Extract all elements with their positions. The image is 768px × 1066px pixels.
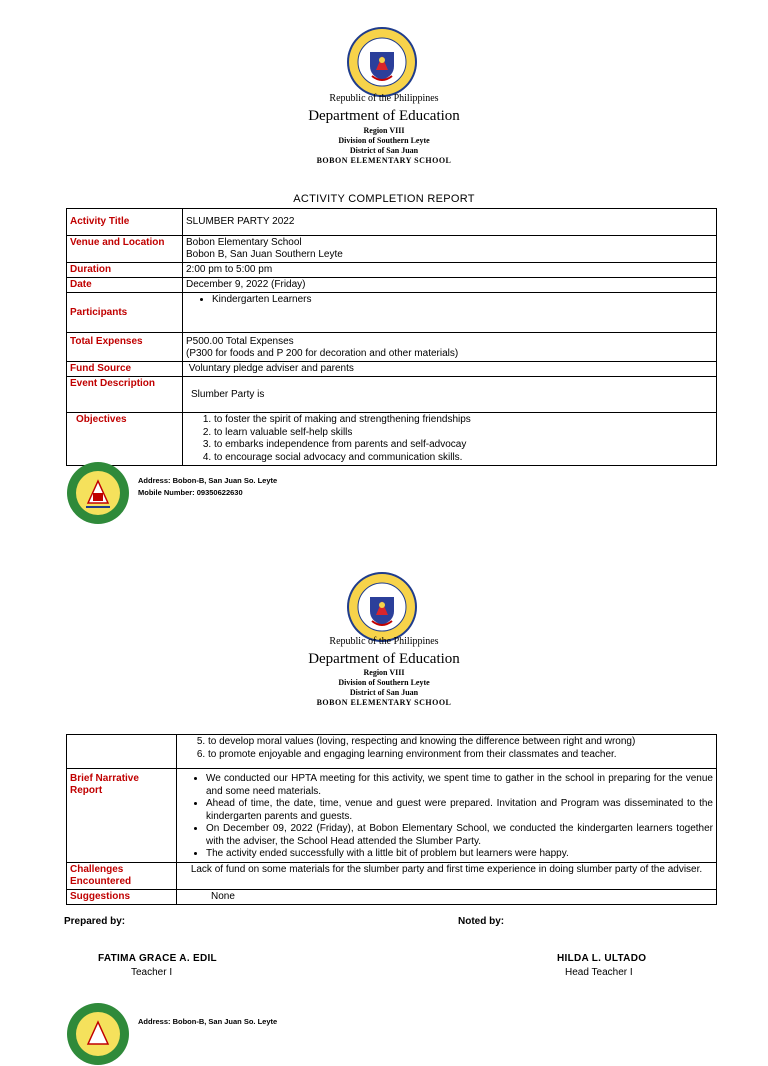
narrative-label: Brief Narrative Report <box>67 769 177 863</box>
report-table-page1 <box>66 208 717 466</box>
objectives-cont-label <box>67 735 177 769</box>
duration-label: Duration <box>67 263 183 278</box>
footer-address: Address: Bobon-B, San Juan So. Leyte <box>138 476 278 485</box>
suggestions-label: Suggestions <box>67 889 177 904</box>
region-text: Region VIII <box>363 668 405 677</box>
school-name: BOBON ELEMENTARY SCHOOL <box>316 156 452 165</box>
expenses-line1: P500.00 Total Expenses <box>186 336 294 347</box>
report-table-page2 <box>66 734 717 905</box>
objectives-value <box>183 413 717 466</box>
noter-name: HILDA L. ULTADO <box>557 953 647 964</box>
narrative-value <box>177 769 717 863</box>
republic-text: Republic of the Philippines <box>329 93 439 104</box>
venue-line2: Bobon B, San Juan Southern Leyte <box>186 249 343 260</box>
expenses-line2: (P300 for foods and P 200 for decoration and other materials) <box>186 348 459 359</box>
department-title: Department of Education <box>308 651 460 667</box>
prepared-by-label: Prepared by: <box>64 916 126 927</box>
narrative-item: • On December 09, 2022 (Friday), at Bobon Elementary School, we conducted the kindergarten learners together with the adviser, the School Head attended the Slumber Party. <box>206 823 713 848</box>
division-text: Division of Southern Leyte <box>338 678 430 687</box>
region-text: Region VIII <box>363 126 405 135</box>
preparer-name: FATIMA GRACE A. EDIL <box>98 953 217 964</box>
deped-seal-icon <box>346 571 418 643</box>
activity-title-value: SLUMBER PARTY 2022 <box>183 209 717 236</box>
suggestions-value: None <box>177 889 717 904</box>
challenges-label: Challenges Encountered <box>67 862 177 889</box>
participant-item: • Kindergarten Learners <box>212 294 713 307</box>
district-text: District of San Juan <box>349 688 419 697</box>
fund-source-label: Fund Source <box>67 362 183 377</box>
objective-item: 2. to learn valuable self-help skills <box>214 427 713 440</box>
footer-address-block <box>138 475 277 499</box>
narrative-item: • Ahead of time, the date, time, venue and guest were prepared. Invitation and Program was disseminated to the kindergarten parents and guests. <box>206 798 713 823</box>
school-logo-icon <box>66 461 130 525</box>
school-logo-icon <box>66 1002 130 1066</box>
footer-address-partial: Address: Bobon-B, San Juan So. Leyte <box>138 1017 278 1026</box>
narrative-item: • The activity ended successfully with a little bit of problem but learners were happy. <box>206 848 713 861</box>
date-value: December 9, 2022 (Friday) <box>183 278 717 293</box>
noted-by-label: Noted by: <box>458 916 505 927</box>
objective-item: 3. to embarks independence from parents and self-advocay <box>214 439 713 452</box>
objective-item: 6. to promote enjoyable and engaging learning environment from their classmates and teacher. <box>208 749 713 762</box>
duration-value: 2:00 pm to 5:00 pm <box>183 263 717 278</box>
noter-title: Head Teacher I <box>565 967 633 978</box>
date-label: Date <box>67 278 183 293</box>
venue-label: Venue and Location <box>67 236 183 263</box>
challenges-value: Lack of fund on some materials for the slumber party and first time experience in doing slumber party of the adviser. <box>177 862 717 889</box>
participants-label: Participants <box>67 293 183 333</box>
preparer-title: Teacher I <box>131 967 173 978</box>
deped-seal-icon <box>346 26 418 98</box>
footer-mobile: Mobile Number: 09350622630 <box>138 488 243 497</box>
report-title: ACTIVITY COMPLETION REPORT <box>293 193 475 205</box>
division-text: Division of Southern Leyte <box>338 136 430 145</box>
district-text: District of San Juan <box>349 146 419 155</box>
venue-line1: Bobon Elementary School <box>186 237 302 248</box>
venue-value <box>183 236 717 263</box>
activity-title-label: Activity Title <box>67 209 183 236</box>
participants-value <box>183 293 717 333</box>
fund-source-value: Voluntary pledge adviser and parents <box>183 362 717 377</box>
objectives-label: Objectives <box>67 413 183 466</box>
department-title: Department of Education <box>308 108 460 124</box>
total-expenses-value <box>183 333 717 362</box>
narrative-item: • We conducted our HPTA meeting for this activity, we spent time to gather in the school in preparing for the venue and some need materials. <box>206 773 713 798</box>
objectives-cont-value <box>177 735 717 769</box>
objective-item: 1. to foster the spirit of making and strengthening friendships <box>214 414 713 427</box>
objective-item: 4. to encourage social advocacy and communication skills. <box>214 452 713 465</box>
event-description-value: Slumber Party is <box>183 377 717 413</box>
event-description-label: Event Description <box>67 377 183 413</box>
republic-text: Republic of the Philippines <box>329 636 439 647</box>
total-expenses-label: Total Expenses <box>67 333 183 362</box>
school-name: BOBON ELEMENTARY SCHOOL <box>316 698 452 707</box>
objective-item: 5. to develop moral values (loving, respecting and knowing the difference between right and wrong) <box>208 736 713 749</box>
